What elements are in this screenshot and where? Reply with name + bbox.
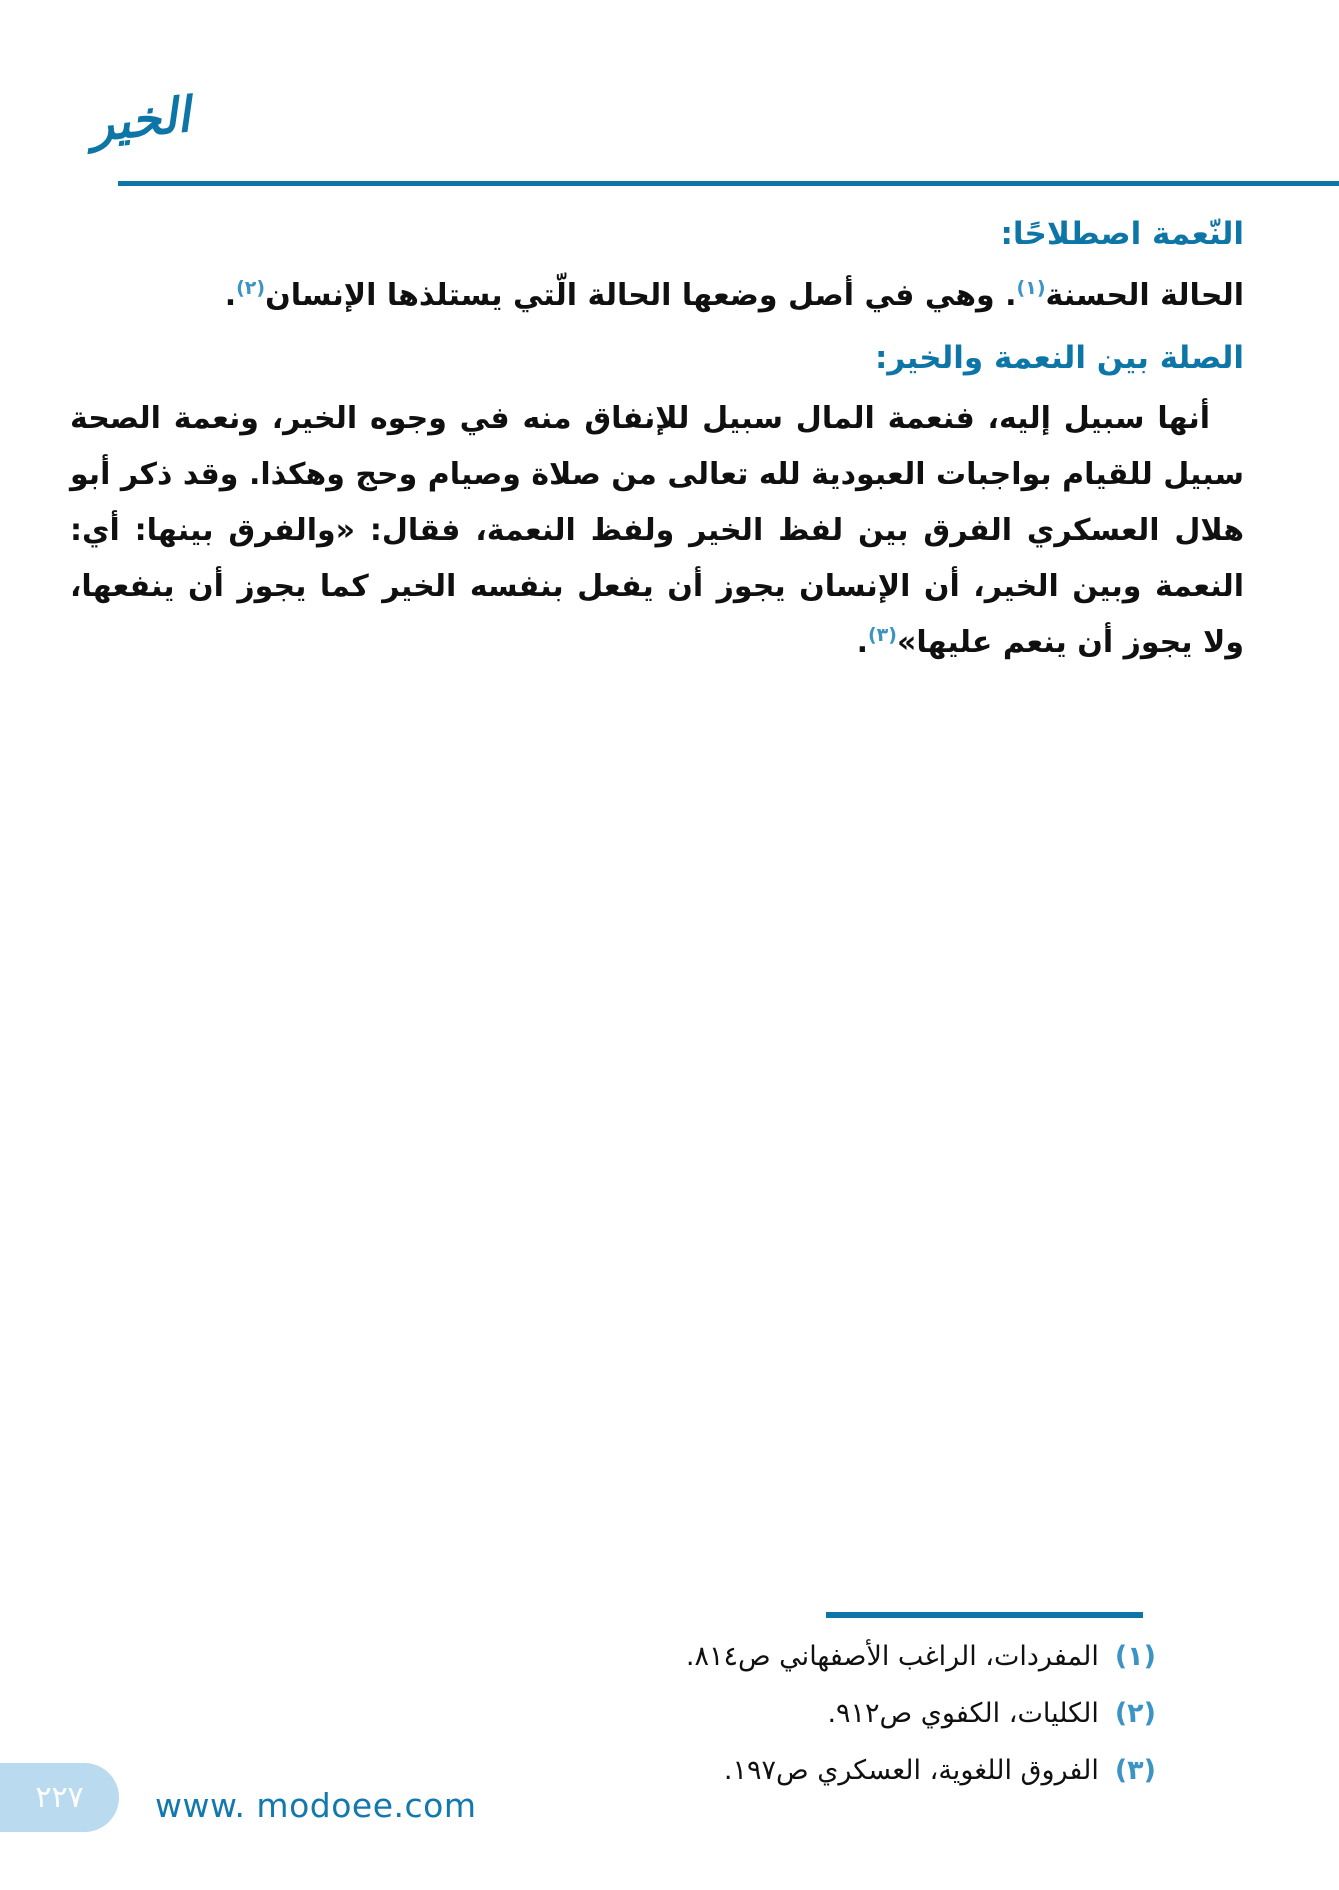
footnotes-list [686, 1628, 1156, 1799]
footnote-item-3 [686, 1742, 1156, 1799]
definition-part2: . وهي في أصل وضعها الحالة الّتي يستلذها الإنسان [265, 278, 1017, 313]
footnote-marker-1: (١) [1114, 1641, 1156, 1672]
footnote-ref-1: (١) [1016, 277, 1046, 299]
footnote-separator [826, 1612, 1143, 1618]
book-title-calligraphy: الخير [87, 86, 193, 154]
page-number: ٢٢٧ [35, 1780, 84, 1815]
footnote-ref-3: (٣) [867, 624, 897, 646]
footnote-marker-3: (٣) [1114, 1755, 1156, 1786]
footnote-item-1 [686, 1628, 1156, 1685]
footnote-text-1: المفردات، الراغب الأصفهاني ص٨١٤. [685, 1641, 1099, 1672]
definition-line [70, 265, 1244, 327]
footnote-ref-2: (٢) [236, 277, 266, 299]
footnote-marker-2: (٢) [1114, 1698, 1156, 1729]
section-heading-nima-istilahan: النّعمة اصطلاحًا: [1000, 216, 1244, 252]
body-paragraph-tail: . [856, 625, 868, 660]
content-column [70, 203, 1244, 671]
website-url: www. modoee.com [155, 1786, 477, 1825]
page-number-pill [0, 1763, 119, 1832]
section-heading-sila-nima-khayr: الصلة بين النعمة والخير: [874, 340, 1244, 376]
footnote-item-2 [686, 1685, 1156, 1742]
footnote-text-2: الكليات، الكفوي ص٩١٢. [827, 1698, 1099, 1729]
definition-tail: . [224, 278, 237, 313]
header-rule [118, 181, 1339, 186]
definition-part1: الحالة الحسنة [1045, 278, 1244, 313]
body-paragraph-text: أنها سبيل إليه، فنعمة المال سبيل للإنفاق منه في وجوه الخير، ونعمة الصحة سبيل للقيام بواجبات العبودية لله تعالى من صلاة وصيام وحج وهكذا. وقد ذكر أبو هلال العسكري الفرق بين لفظ الخير ولفظ النعمة، فقال: «والفرق بينها: أي: النعمة وبين الخير، أن الإنسان يجوز أن يفعل بنفسه الخير كما يجوز أن ينفعها، ولا يجوز أن ينعم عليها» [70, 401, 1244, 660]
footnote-text-3: الفروق اللغوية، العسكري ص١٩٧. [723, 1755, 1099, 1786]
body-paragraph [70, 391, 1244, 671]
